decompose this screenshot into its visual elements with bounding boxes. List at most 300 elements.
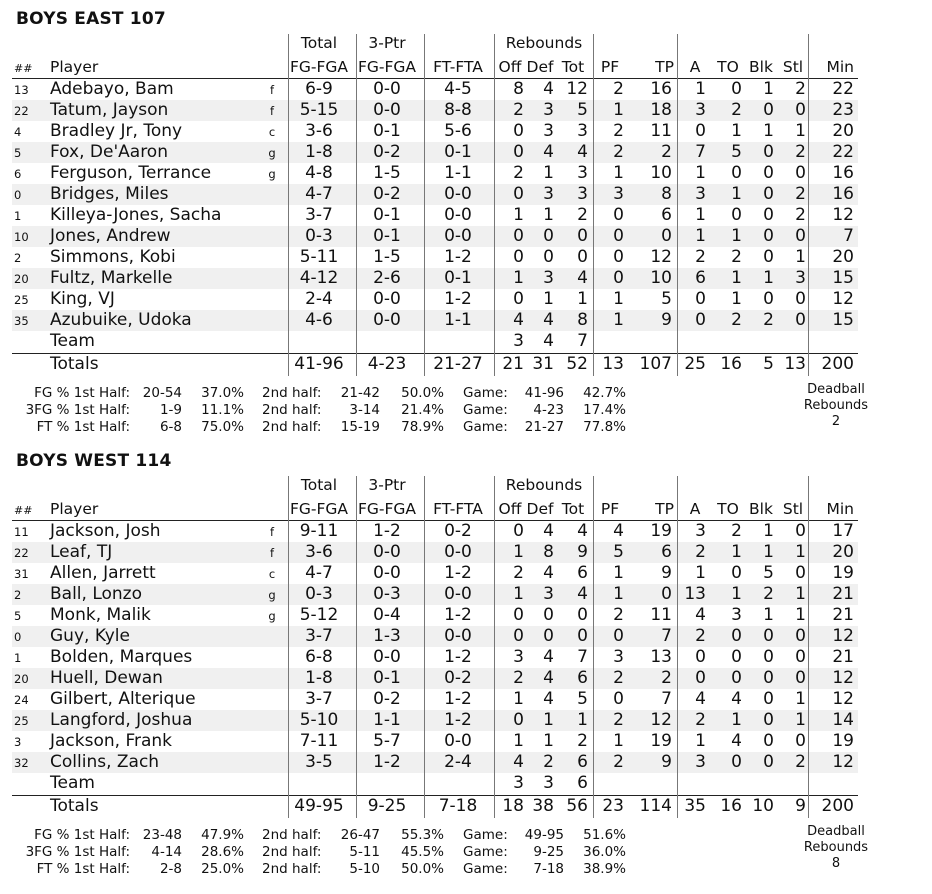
cell-def: 3 — [543, 184, 554, 204]
cell-tot: 6 — [577, 563, 588, 583]
cell-tp: 10 — [650, 268, 672, 288]
cell-off: 4 — [513, 752, 524, 772]
totals-to: 16 — [720, 354, 742, 374]
cell-pos: c — [268, 125, 276, 139]
column-header-player: Player — [50, 500, 99, 518]
cell-tot: 6 — [577, 668, 588, 688]
cell-a: 7 — [695, 142, 706, 162]
totals-def: 38 — [532, 796, 554, 816]
cell-to: 1 — [731, 710, 742, 730]
totals-pf: 13 — [602, 354, 624, 374]
cell-pos: g — [268, 167, 276, 181]
player-row — [0, 668, 932, 689]
header-group-rebounds: Rebounds — [505, 476, 583, 494]
pct-2nd-label: 2nd half: — [262, 385, 322, 401]
team-title: BOYS WEST 114 — [16, 451, 172, 471]
column-separator — [808, 34, 809, 376]
pct-1st-half: 2-8 — [159, 861, 182, 877]
pct-game-label: Game: — [463, 419, 508, 435]
cell-tot: 8 — [577, 310, 588, 330]
cell-fg: 5-10 — [299, 710, 339, 730]
pct-2nd-half: 26-47 — [340, 827, 380, 843]
cell-num: 2 — [14, 251, 22, 265]
cell-num: 24 — [14, 693, 29, 707]
cell-ft: 4-5 — [444, 79, 472, 99]
player-row — [0, 184, 932, 205]
cell-fg: 9-11 — [299, 521, 339, 541]
player-row — [0, 689, 932, 710]
cell-off: 1 — [513, 542, 524, 562]
cell-fg3: 5-7 — [373, 731, 401, 751]
cell-num: 4 — [14, 125, 22, 139]
column-header-tp: TP — [655, 500, 674, 518]
cell-tot: 1 — [577, 289, 588, 309]
cell-def: 3 — [543, 100, 554, 120]
cell-off: 1 — [513, 584, 524, 604]
cell-off: 2 — [513, 100, 524, 120]
column-header-def: Def — [526, 500, 554, 518]
cell-pf: 0 — [613, 205, 624, 225]
pct-game-label: Game: — [463, 861, 508, 877]
cell-fg3: 0-0 — [373, 563, 401, 583]
player-row — [0, 626, 932, 647]
cell-pf: 1 — [613, 563, 624, 583]
cell-stl: 0 — [795, 731, 806, 751]
cell-fg3: 0-2 — [373, 184, 401, 204]
column-separator — [424, 476, 425, 818]
cell-tp: 7 — [661, 626, 672, 646]
cell-min: 19 — [832, 563, 854, 583]
cell-ft: 0-0 — [444, 626, 472, 646]
cell-blk: 0 — [763, 163, 774, 183]
cell-fg3: 1-2 — [373, 521, 401, 541]
cell-fg3: 1-1 — [373, 710, 401, 730]
player-row — [0, 731, 932, 752]
cell-to: 1 — [731, 542, 742, 562]
cell-stl: 1 — [795, 584, 806, 604]
cell-pf: 1 — [613, 289, 624, 309]
cell-name: Ball, Lonzo — [50, 584, 143, 604]
pct-1st-half: 6-8 — [159, 419, 182, 435]
cell-to: 0 — [731, 563, 742, 583]
cell-fg: 2-4 — [305, 289, 333, 309]
cell-def: 0 — [543, 247, 554, 267]
deadball-value: 8 — [831, 856, 841, 871]
cell-ft: 0-0 — [444, 731, 472, 751]
cell-min: 17 — [832, 521, 854, 541]
column-separator — [808, 476, 809, 818]
cell-num: 20 — [14, 272, 29, 286]
pct-label: FT % 1st Half: — [36, 419, 130, 435]
cell-name: Fox, De'Aaron — [50, 142, 168, 162]
pct-1st-half: 1-9 — [159, 402, 182, 418]
cell-tp: 6 — [661, 542, 672, 562]
cell-name: Fultz, Markelle — [50, 268, 173, 288]
cell-min: 12 — [832, 289, 854, 309]
totals-pf: 23 — [602, 796, 624, 816]
cell-tot: 0 — [577, 226, 588, 246]
totals-a: 25 — [684, 354, 706, 374]
pct-2nd-half: 3-14 — [349, 402, 380, 418]
cell-off: 2 — [513, 668, 524, 688]
cell-num: 2 — [14, 588, 22, 602]
player-row — [0, 563, 932, 584]
pct-1st-half-pct: 47.9% — [201, 827, 244, 843]
cell-fg3: 0-0 — [373, 542, 401, 562]
pct-label: FT % 1st Half: — [36, 861, 130, 877]
cell-stl: 0 — [795, 289, 806, 309]
cell-min: 21 — [832, 605, 854, 625]
cell-a: 0 — [695, 121, 706, 141]
cell-stl: 2 — [795, 142, 806, 162]
cell-def: 2 — [543, 752, 554, 772]
cell-def: 0 — [543, 226, 554, 246]
pct-1st-half-pct: 25.0% — [201, 861, 244, 877]
cell-def: 4 — [543, 142, 554, 162]
cell-num: 25 — [14, 293, 29, 307]
cell-pf: 2 — [613, 710, 624, 730]
player-row — [0, 142, 932, 163]
column-header-stl: Stl — [782, 58, 804, 76]
cell-def: 8 — [543, 542, 554, 562]
pct-2nd-label: 2nd half: — [262, 861, 322, 877]
cell-blk: 0 — [763, 647, 774, 667]
cell-name: Tatum, Jayson — [50, 100, 169, 120]
cell-tp: 5 — [661, 289, 672, 309]
cell-fg3: 1-5 — [373, 163, 401, 183]
cell-num: 5 — [14, 146, 22, 160]
player-row — [0, 752, 932, 773]
cell-off: 1 — [513, 731, 524, 751]
totals-stl: 9 — [795, 796, 806, 816]
column-header-min: Min — [826, 500, 854, 518]
cell-to: 2 — [731, 310, 742, 330]
cell-to: 1 — [731, 121, 742, 141]
cell-num: 35 — [14, 314, 29, 328]
cell-min: 16 — [832, 184, 854, 204]
column-separator — [593, 34, 594, 376]
cell-a: 1 — [695, 226, 706, 246]
cell-ft: 1-2 — [444, 247, 472, 267]
pct-2nd-half-pct: 78.9% — [401, 419, 444, 435]
pct-game-pct: 17.4% — [583, 402, 626, 418]
cell-fg: 1-8 — [305, 668, 333, 688]
team-title: BOYS EAST 107 — [16, 9, 166, 29]
cell-blk: 1 — [763, 268, 774, 288]
player-row — [0, 605, 932, 626]
cell-a: 4 — [695, 605, 706, 625]
pct-game-pct: 77.8% — [583, 419, 626, 435]
pct-game: 9-25 — [533, 844, 564, 860]
cell-pos: f — [269, 525, 275, 539]
cell-stl: 0 — [795, 163, 806, 183]
pct-2nd-half-pct: 21.4% — [401, 402, 444, 418]
column-header-pf: PF — [600, 500, 620, 518]
cell-stl: 2 — [795, 79, 806, 99]
cell-min: 20 — [832, 247, 854, 267]
cell-fg: 4-7 — [305, 184, 333, 204]
cell-ft: 1-2 — [444, 689, 472, 709]
cell-min: 12 — [832, 752, 854, 772]
cell-to: 2 — [731, 247, 742, 267]
cell-off: 3 — [513, 331, 524, 351]
column-header-to: TO — [717, 58, 739, 76]
cell-tp: 9 — [661, 563, 672, 583]
column-separator — [424, 34, 425, 376]
pct-label: FG % 1st Half: — [34, 827, 130, 843]
cell-def: 3 — [543, 268, 554, 288]
cell-pf: 4 — [613, 521, 624, 541]
column-header-off: Off — [498, 58, 522, 76]
cell-tp: 11 — [650, 605, 672, 625]
column-separator — [593, 476, 594, 818]
cell-ft: 0-0 — [444, 542, 472, 562]
cell-off: 0 — [513, 247, 524, 267]
cell-blk: 2 — [763, 584, 774, 604]
cell-min: 20 — [832, 121, 854, 141]
player-row — [0, 79, 932, 100]
cell-a: 0 — [695, 668, 706, 688]
pct-1st-half-pct: 75.0% — [201, 419, 244, 435]
totals-to: 16 — [720, 796, 742, 816]
totals-off: 18 — [502, 796, 524, 816]
cell-fg: 5-12 — [299, 605, 339, 625]
player-row — [0, 247, 932, 268]
cell-def: 4 — [543, 563, 554, 583]
cell-fg3: 0-2 — [373, 142, 401, 162]
totals-tot: 56 — [566, 796, 588, 816]
cell-blk: 0 — [763, 247, 774, 267]
cell-def: 4 — [543, 689, 554, 709]
pct-game-label: Game: — [463, 402, 508, 418]
pct-2nd-label: 2nd half: — [262, 844, 322, 860]
cell-stl: 1 — [795, 710, 806, 730]
cell-tp: 19 — [650, 731, 672, 751]
pct-1st-half: 4-14 — [151, 844, 182, 860]
cell-num: 1 — [14, 651, 22, 665]
cell-to: 0 — [731, 752, 742, 772]
cell-fg3: 1-2 — [373, 752, 401, 772]
cell-fg: 3-5 — [305, 752, 333, 772]
cell-pos: f — [269, 546, 275, 560]
player-row — [0, 647, 932, 668]
cell-a: 1 — [695, 79, 706, 99]
header-group-total: Total — [300, 476, 338, 494]
column-header-stl: Stl — [782, 500, 804, 518]
cell-blk: 0 — [763, 752, 774, 772]
pct-game-label: Game: — [463, 385, 508, 401]
pct-game: 49-95 — [524, 827, 564, 843]
column-header-tp: TP — [655, 58, 674, 76]
cell-pos: g — [268, 146, 276, 160]
cell-def: 1 — [543, 289, 554, 309]
cell-name: Guy, Kyle — [50, 626, 130, 646]
cell-tot: 4 — [577, 268, 588, 288]
cell-blk: 1 — [763, 79, 774, 99]
cell-to: 0 — [731, 205, 742, 225]
cell-tp: 12 — [650, 710, 672, 730]
header-group-rebounds: Rebounds — [505, 34, 583, 52]
cell-min: 22 — [832, 142, 854, 162]
cell-tp: 9 — [661, 310, 672, 330]
cell-ft: 0-0 — [444, 205, 472, 225]
cell-a: 13 — [684, 584, 706, 604]
cell-ft: 0-1 — [444, 268, 472, 288]
cell-fg: 3-7 — [305, 205, 333, 225]
cell-def: 3 — [543, 121, 554, 141]
player-row — [0, 205, 932, 226]
cell-ft: 1-1 — [444, 310, 472, 330]
cell-a: 1 — [695, 163, 706, 183]
cell-min: 21 — [832, 584, 854, 604]
totals-fg3: 9-25 — [367, 796, 407, 816]
pct-2nd-half-pct: 45.5% — [401, 844, 444, 860]
cell-fg: 3-6 — [305, 542, 333, 562]
cell-stl: 2 — [795, 184, 806, 204]
cell-name: Allen, Jarrett — [50, 563, 156, 583]
player-row — [0, 226, 932, 247]
cell-num: 11 — [14, 525, 29, 539]
cell-name: Team — [50, 773, 95, 793]
cell-ft: 1-1 — [444, 163, 472, 183]
cell-min: 12 — [832, 205, 854, 225]
cell-fg3: 0-0 — [373, 79, 401, 99]
cell-tot: 6 — [577, 773, 588, 793]
cell-off: 3 — [513, 647, 524, 667]
cell-tot: 9 — [577, 542, 588, 562]
column-header-fg: FG-FGA — [289, 58, 349, 76]
cell-fg: 7-11 — [299, 731, 339, 751]
cell-to: 1 — [731, 289, 742, 309]
cell-a: 3 — [695, 100, 706, 120]
column-separator — [356, 476, 357, 818]
totals-fg3: 4-23 — [367, 354, 407, 374]
cell-fg: 3-7 — [305, 689, 333, 709]
cell-pf: 5 — [613, 542, 624, 562]
cell-min: 15 — [832, 310, 854, 330]
pct-game-label: Game: — [463, 844, 508, 860]
pct-game-pct: 38.9% — [583, 861, 626, 877]
cell-min: 23 — [832, 100, 854, 120]
cell-a: 2 — [695, 247, 706, 267]
column-header-num: ## — [14, 504, 33, 517]
cell-min: 16 — [832, 163, 854, 183]
cell-num: 13 — [14, 83, 29, 97]
column-header-blk: Blk — [749, 500, 773, 518]
cell-pf: 0 — [613, 247, 624, 267]
cell-num: 1 — [14, 209, 22, 223]
cell-fg: 3-6 — [305, 121, 333, 141]
cell-num: 3 — [14, 735, 22, 749]
cell-pf: 2 — [613, 752, 624, 772]
pct-game-label: Game: — [463, 827, 508, 843]
cell-name: Team — [50, 331, 95, 351]
cell-name: Simmons, Kobi — [50, 247, 176, 267]
cell-tp: 16 — [650, 79, 672, 99]
cell-pf: 1 — [613, 584, 624, 604]
cell-stl: 0 — [795, 100, 806, 120]
cell-ft: 0-1 — [444, 142, 472, 162]
player-row — [0, 310, 932, 331]
totals-name: Totals — [50, 354, 99, 374]
pct-game: 7-18 — [533, 861, 564, 877]
column-header-ft: FT-FTA — [433, 58, 483, 76]
deadball-rebounds — [788, 824, 884, 872]
cell-a: 4 — [695, 689, 706, 709]
cell-name: Huell, Dewan — [50, 668, 163, 688]
cell-name: Bradley Jr, Tony — [50, 121, 183, 141]
column-header-a: A — [689, 58, 701, 76]
pct-game: 21-27 — [524, 419, 564, 435]
header-group-3ptr: 3-Ptr — [368, 476, 406, 494]
cell-off: 3 — [513, 773, 524, 793]
column-header-fg: FG-FGA — [289, 500, 349, 518]
cell-def: 1 — [543, 163, 554, 183]
cell-num: 32 — [14, 756, 29, 770]
cell-to: 0 — [731, 647, 742, 667]
cell-name: Gilbert, Alterique — [50, 689, 196, 709]
cell-min: 14 — [832, 710, 854, 730]
cell-num: 10 — [14, 230, 29, 244]
cell-tot: 0 — [577, 247, 588, 267]
cell-to: 2 — [731, 521, 742, 541]
cell-pf: 2 — [613, 142, 624, 162]
cell-fg: 1-8 — [305, 142, 333, 162]
totals-stl: 13 — [784, 354, 806, 374]
cell-pos: g — [268, 588, 276, 602]
pct-game-pct: 36.0% — [583, 844, 626, 860]
cell-fg3: 0-1 — [373, 226, 401, 246]
pct-2nd-half-pct: 50.0% — [401, 861, 444, 877]
cell-tot: 7 — [577, 331, 588, 351]
cell-def: 4 — [543, 331, 554, 351]
cell-tot: 2 — [577, 731, 588, 751]
cell-off: 0 — [513, 289, 524, 309]
pct-2nd-half: 5-11 — [349, 844, 380, 860]
cell-num: 22 — [14, 546, 29, 560]
cell-def: 4 — [543, 668, 554, 688]
cell-pos: f — [269, 83, 275, 97]
cell-tp: 8 — [661, 184, 672, 204]
column-header-fg3: FG-FGA — [357, 500, 417, 518]
column-separator — [356, 34, 357, 376]
cell-stl: 0 — [795, 647, 806, 667]
cell-blk: 0 — [763, 289, 774, 309]
cell-blk: 1 — [763, 605, 774, 625]
header-group-total: Total — [300, 34, 338, 52]
cell-def: 3 — [543, 773, 554, 793]
pct-game: 41-96 — [524, 385, 564, 401]
cell-name: Killeya-Jones, Sacha — [50, 205, 222, 225]
cell-pf: 2 — [613, 605, 624, 625]
cell-num: 6 — [14, 167, 22, 181]
cell-ft: 0-0 — [444, 184, 472, 204]
cell-a: 6 — [695, 268, 706, 288]
cell-blk: 0 — [763, 731, 774, 751]
cell-ft: 1-2 — [444, 563, 472, 583]
cell-tp: 9 — [661, 752, 672, 772]
cell-to: 0 — [731, 163, 742, 183]
cell-min: 12 — [832, 626, 854, 646]
column-header-a: A — [689, 500, 701, 518]
pct-2nd-half-pct: 55.3% — [401, 827, 444, 843]
pct-game: 4-23 — [533, 402, 564, 418]
pct-2nd-half: 15-19 — [340, 419, 380, 435]
cell-name: King, VJ — [50, 289, 115, 309]
cell-fg3: 0-0 — [373, 289, 401, 309]
cell-stl: 0 — [795, 521, 806, 541]
cell-def: 4 — [543, 79, 554, 99]
